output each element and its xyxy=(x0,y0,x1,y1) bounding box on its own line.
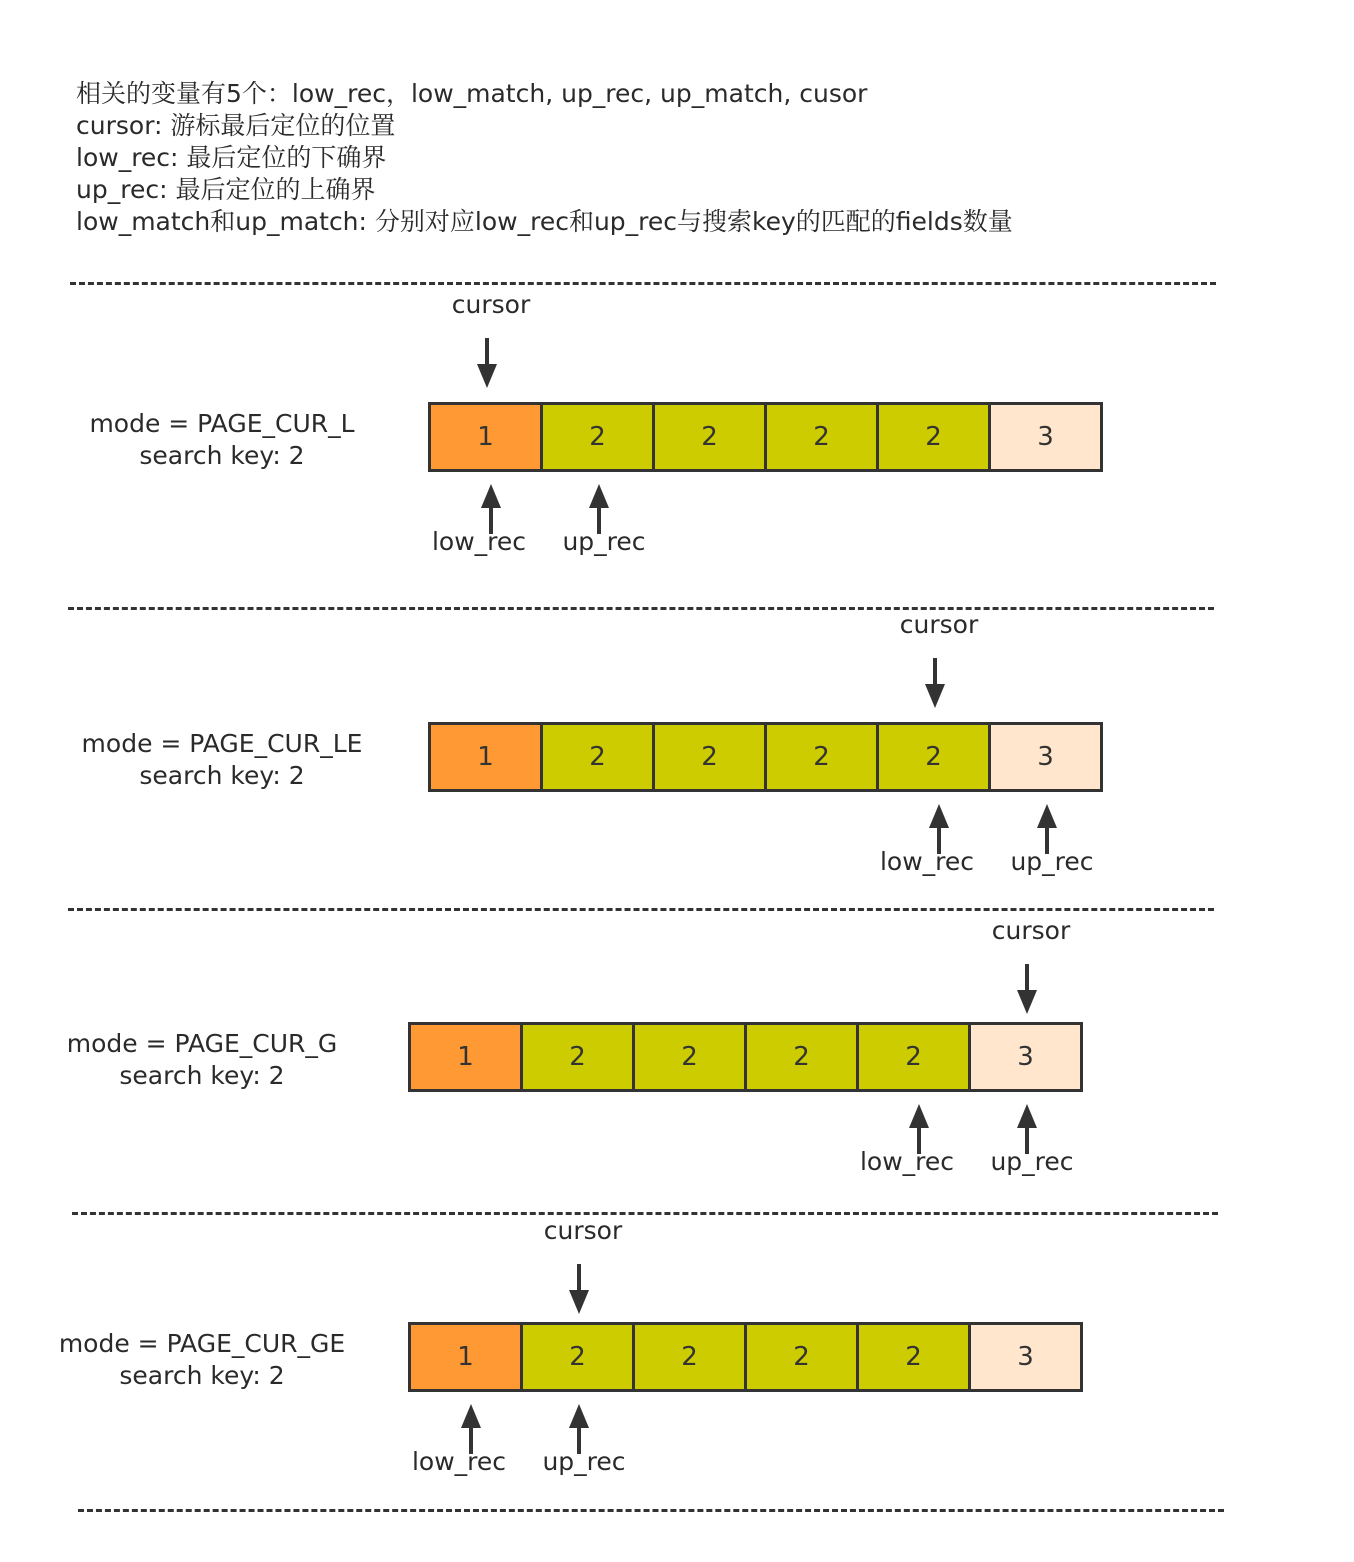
record-row xyxy=(428,722,1103,792)
cursor-label: cursor xyxy=(451,290,531,319)
mode-label xyxy=(89,408,354,472)
intro-line: low_match和up_match: 分别对应low_rec和up_rec与搜索key的匹配的fields数量 xyxy=(76,207,1013,236)
search-key: search key: 2 xyxy=(139,761,305,790)
record-cell: 2 xyxy=(879,725,991,789)
record-cell: 2 xyxy=(655,405,767,469)
search-key: search key: 2 xyxy=(119,1061,285,1090)
record-cell: 2 xyxy=(523,1325,635,1389)
up-rec-label: up_rec xyxy=(562,527,646,556)
record-cell: 2 xyxy=(859,1025,971,1089)
record-row xyxy=(408,1322,1083,1392)
separator xyxy=(78,1509,1224,1512)
intro-line: up_rec: 最后定位的上确界 xyxy=(76,175,376,204)
record-cell: 2 xyxy=(767,405,879,469)
search-key: search key: 2 xyxy=(139,441,305,470)
record-cell: 2 xyxy=(635,1025,747,1089)
record-cell: 1 xyxy=(411,1025,523,1089)
up-rec-label: up_rec xyxy=(542,1447,626,1476)
low-rec-label: low_rec xyxy=(431,527,527,556)
mode-name: mode = PAGE_CUR_G xyxy=(66,1029,338,1058)
separator xyxy=(70,282,1216,285)
record-cell: 2 xyxy=(859,1325,971,1389)
mode-label xyxy=(59,1328,345,1392)
record-cell: 3 xyxy=(971,1325,1080,1389)
cursor-label: cursor xyxy=(991,916,1071,945)
intro-line: 相关的变量有5个：low_rec，low_match, up_rec, up_match, cusor xyxy=(76,79,868,108)
mode-label xyxy=(67,1028,338,1092)
record-cell: 1 xyxy=(431,725,543,789)
record-cell: 2 xyxy=(543,405,655,469)
cursor-arrow-icon xyxy=(567,1264,591,1314)
record-cell: 2 xyxy=(523,1025,635,1089)
mode-name: mode = PAGE_CUR_GE xyxy=(58,1329,346,1358)
cursor-label: cursor xyxy=(899,610,979,639)
record-cell: 3 xyxy=(971,1025,1080,1089)
record-cell: 3 xyxy=(991,405,1100,469)
record-cell: 2 xyxy=(767,725,879,789)
record-cell: 1 xyxy=(431,405,543,469)
mode-label xyxy=(82,728,363,792)
record-cell: 1 xyxy=(411,1325,523,1389)
low-rec-label: low_rec xyxy=(411,1447,507,1476)
separator xyxy=(72,1212,1218,1215)
low-rec-label: low_rec xyxy=(859,1147,955,1176)
separator xyxy=(68,908,1214,911)
record-cell: 3 xyxy=(991,725,1100,789)
cursor-arrow-icon xyxy=(1015,964,1039,1014)
record-cell: 2 xyxy=(655,725,767,789)
separator xyxy=(68,607,1214,610)
cursor-arrow-icon xyxy=(923,658,947,708)
mode-name: mode = PAGE_CUR_L xyxy=(89,409,355,438)
record-cell: 2 xyxy=(747,1025,859,1089)
record-cell: 2 xyxy=(879,405,991,469)
record-cell: 2 xyxy=(543,725,655,789)
up-rec-label: up_rec xyxy=(990,1147,1074,1176)
up-rec-label: up_rec xyxy=(1010,847,1094,876)
record-row xyxy=(408,1022,1083,1092)
intro-line: cursor: 游标最后定位的位置 xyxy=(76,111,396,140)
low-rec-label: low_rec xyxy=(879,847,975,876)
cursor-label: cursor xyxy=(543,1216,623,1245)
intro-text xyxy=(76,78,1013,238)
record-cell: 2 xyxy=(747,1325,859,1389)
search-key: search key: 2 xyxy=(119,1361,285,1390)
mode-name: mode = PAGE_CUR_LE xyxy=(81,729,363,758)
cursor-arrow-icon xyxy=(475,338,499,388)
intro-line: low_rec: 最后定位的下确界 xyxy=(76,143,387,172)
record-cell: 2 xyxy=(635,1325,747,1389)
record-row xyxy=(428,402,1103,472)
